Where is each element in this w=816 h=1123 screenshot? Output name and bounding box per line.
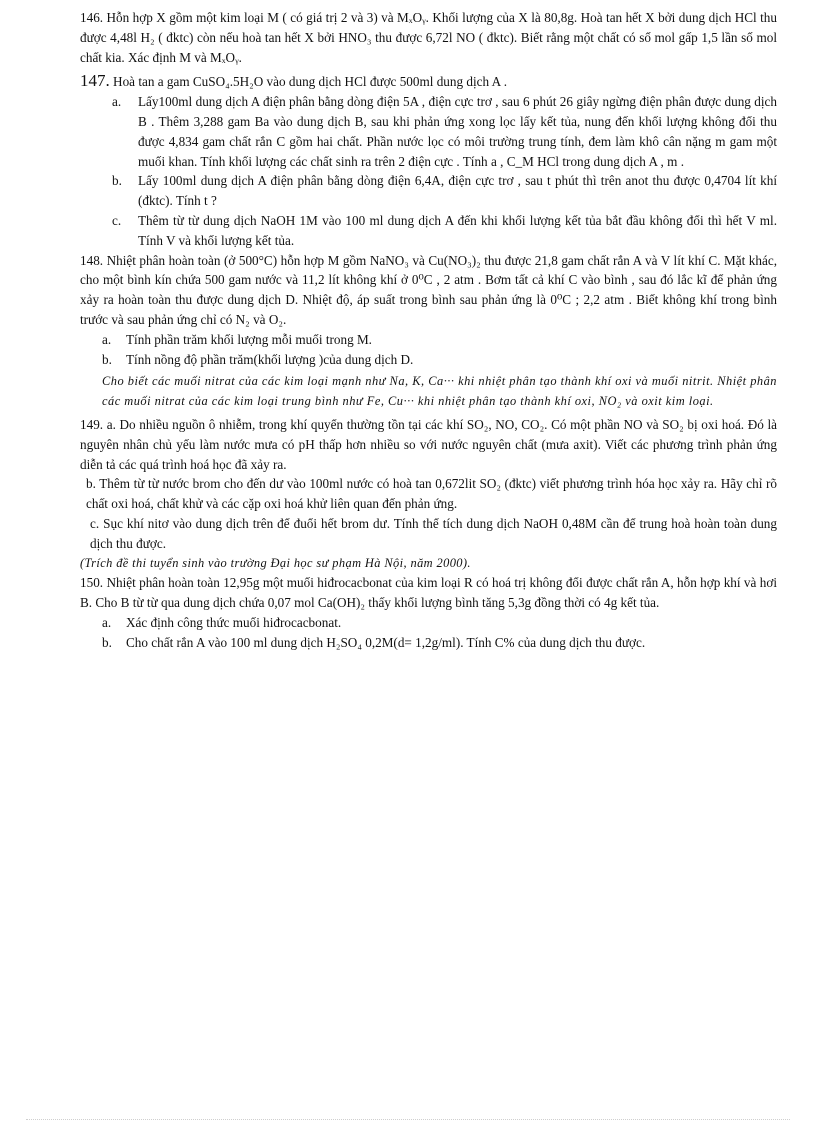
- item-label: a.: [112, 94, 122, 110]
- item-text: Lấy 100ml dung dịch A điện phân bằng dòng điện 6,4A, điện cực trơ , sau t phút thì trên anot thu được 0,4704 lít khí (đktc). Tính t ?: [138, 173, 777, 209]
- question-150-item-a: [102, 613, 777, 633]
- question-147-item-b: [112, 171, 777, 211]
- item-text: Xác định công thức muối hiđrocacbonat.: [126, 614, 342, 630]
- question-149-citation: (Trích đề thi tuyển sinh vào trường Đại học sư phạm Hà Nội, năm 2000).: [80, 555, 471, 570]
- question-147: [80, 71, 777, 92]
- item-label: a.: [102, 614, 112, 630]
- item-text: Cho chất rắn A vào 100 ml dung dịch H₂SO₄ 0,2M(d= 1,2g/ml). Tính C% của dung dịch thu được.: [126, 634, 646, 650]
- item-text: Tính nồng độ phần trăm(khối lượng )của dung dịch D.: [126, 351, 414, 367]
- question-147-text: Hoà tan a gam CuSO₄.5H₂O vào dung dịch HCl được 500ml dung dịch A .: [113, 74, 508, 90]
- item-label: a.: [102, 331, 112, 347]
- question-148-item-b: [102, 350, 777, 370]
- question-149-a: 149. a. Do nhiều nguồn ô nhiễm, trong khí quyển thường tồn tại các khí SO₂, NO, CO₂. Có một phần NO và SO₂ bị oxi hoá. Đó là nguyên nhân chủ yếu làm nước mưa có pH thấp hơn nhiều so với nước nguyên chất (mưa axit). Viết các phương trình phản ứng diễn tả các quá trình hoá học đã xảy ra.: [80, 416, 777, 472]
- question-148-item-a: [102, 330, 777, 350]
- question-148: 148. Nhiệt phân hoàn toàn (ở 500°C) hỗn hợp M gồm NaNO₃ và Cu(NO₃)₂ thu được 21,8 gam chất rắn A và V lít khí C. Mặt khác, cho một bình kín chứa 500 gam nước và 11,2 lít không khí ở 0⁰C , 2 atm . Bơm tất cả khí C vào bình , sau đó lắc kĩ để phản ứng xảy ra hoàn toàn thu được dung dịch D. Nhiệt độ, áp suất trong bình sau phản ứng là 0⁰C ; 2,2 atm . Biết không khí trong bình trước và sau phản ứng chỉ có N₂ và O₂.: [80, 252, 777, 327]
- page-bottom-divider: [26, 1119, 790, 1120]
- item-label: b.: [112, 173, 122, 189]
- question-147-number: 147.: [80, 71, 110, 91]
- item-label: c.: [112, 212, 122, 228]
- item-text: Tính phần trăm khối lượng mỗi muối trong M.: [126, 331, 372, 347]
- question-150-item-b: [102, 633, 777, 653]
- question-149-b: b. Thêm từ từ nước brom cho đến dư vào 100ml nước có hoà tan 0,672lit SO₂ (đktc) viết phương trình hóa học xảy ra. Hãy chỉ rõ chất oxi hoá, chất khử và các cặp oxi hoá khử liên quan đến phản ứng.: [86, 476, 777, 512]
- question-149-c: c. Sục khí nitơ vào dung dịch trên để đuổi hết brom dư. Tính thể tích dung dịch NaOH 0,48M cần để trung hoà hoàn toàn dung dịch thu được.: [90, 515, 777, 551]
- question-147-item-c: [112, 211, 777, 251]
- question-147-item-a: [112, 92, 777, 171]
- item-label: b.: [102, 634, 112, 650]
- item-label: b.: [102, 351, 112, 367]
- question-148-note: Cho biết các muối nitrat của các kim loại mạnh như Na, K, Ca··· khi nhiệt phân tạo thành khí oxi và muối nitrit. Nhiệt phân các muối nitrat của các kim loại trung bình như Fe, Cu··· khi nhiệt phân tạo thành khí oxi, NO₂ và oxit kim loại.: [102, 374, 777, 409]
- item-text: Lấy100ml dung dịch A điện phân bằng dòng điện 5A , điện cực trơ , sau 6 phút 26 giây ngừng điện phân được dung dịch B . Thêm 3,288 gam Ba vào dung dịch B, sau khi phản ứng xong lọc lấy kết tủa, nung đến khối lượng không đổi thu được 4,834 gam chất rắn C gồm hai chất. Phần nước lọc có môi trường trung tính, đem làm khô cân nặng m gam một muối khan. Tính khối lượng các chất sinh ra trên 2 điện cực . Tính a , C_M HCl trong dung dịch A , m .: [138, 94, 777, 169]
- document-page: [80, 8, 777, 653]
- question-150: 150. Nhiệt phân hoàn toàn 12,95g một muối hiđrocacbonat của kim loại R có hoá trị không đổi được chất rắn A, hỗn hợp khí và hơi B. Cho B từ từ qua dung dịch chứa 0,07 mol Ca(OH)₂ thấy khối lượng bình tăng 5,3g đồng thời có 4g kết tủa.: [80, 575, 777, 611]
- question-146: 146. Hỗn hợp X gồm một kim loại M ( có giá trị 2 và 3) và MₓOᵧ. Khối lượng của X là 80,8g. Hoà tan hết X bởi dung dịch HCl thu được 4,48l H₂ ( đktc) còn nếu hoà tan hết X bởi HNO₃ thu được 6,72l NO ( đktc). Biết rằng một chất có số mol gấp 1,5 lần số mol chất kia. Xác định M và MₓOᵧ.: [80, 10, 777, 65]
- item-text: Thêm từ từ dung dịch NaOH 1M vào 100 ml dung dịch A đến khi khối lượng kết tủa bắt đầu không đổi thì hết V ml. Tính V và khối lượng kết tủa.: [138, 212, 777, 248]
